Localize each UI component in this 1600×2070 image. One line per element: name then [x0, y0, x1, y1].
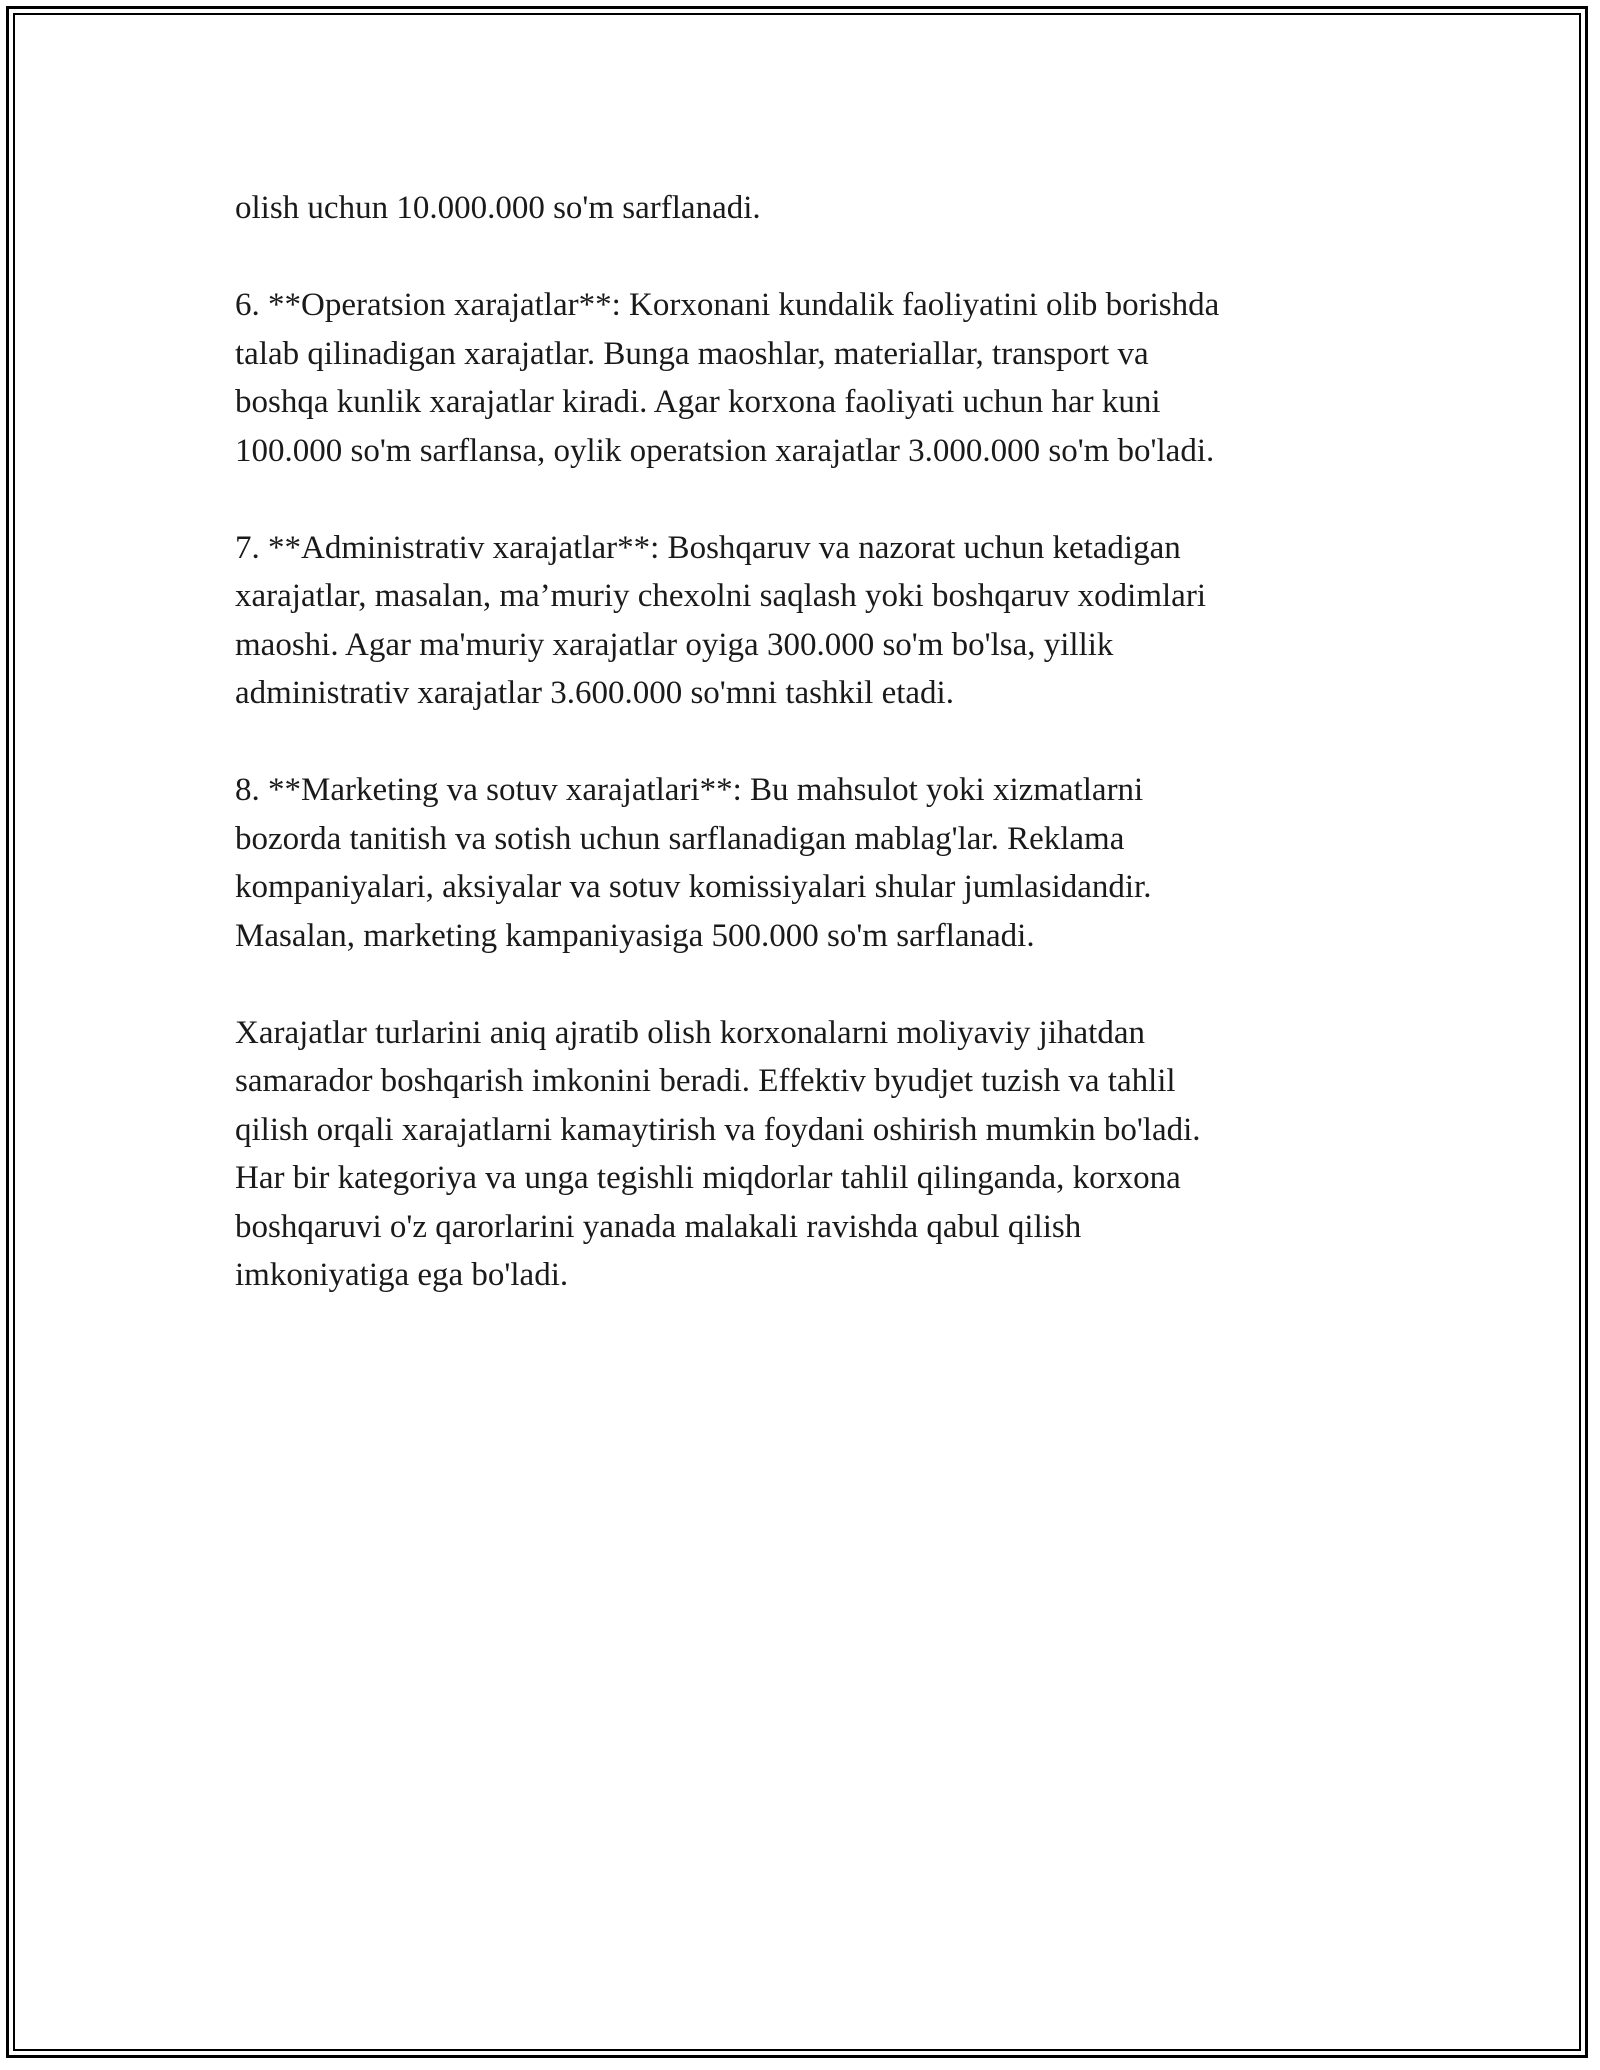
text-line: 6. **Operatsion xarajatlar**: Korxonani kundalik faoliyatini olib borishda: [235, 287, 1220, 323]
paragraph-marketing-costs: [235, 766, 1365, 960]
text-line: boshqa kunlik xarajatlar kiradi. Agar korxona faoliyati uchun har kuni: [235, 384, 1161, 420]
paragraph-operational-costs: [235, 281, 1365, 475]
text-line: kompaniyalari, aksiyalar va sotuv komissiyalari shular jumlasidandir.: [235, 869, 1152, 905]
text-line: administrativ xarajatlar 3.600.000 so'mni tashkil etadi.: [235, 675, 954, 711]
text-line: Masalan, marketing kampaniyasiga 500.000 so'm sarflanadi.: [235, 917, 1035, 954]
text-line: qilish orqali xarajatlarni kamaytirish va foydani oshirish mumkin bo'ladi.: [235, 1111, 1201, 1148]
text-line: Har bir kategoriya va unga tegishli miqdorlar tahlil qilinganda, korxona: [235, 1160, 1181, 1196]
paragraph-conclusion: [235, 1009, 1365, 1300]
text-line: 7. **Administrativ xarajatlar**: Boshqaruv va nazorat uchun ketadigan: [235, 529, 1181, 566]
text-line: imkoniyatiga ega bo'ladi.: [235, 1257, 569, 1293]
text-line: maoshi. Agar ma'muriy xarajatlar oyiga 300.000 so'm bo'lsa, yillik: [235, 626, 1114, 663]
text-line: 100.000 so'm sarflansa, oylik operatsion xarajatlar 3.000.000 so'm bo'ladi.: [235, 432, 1215, 469]
paragraph-administrative-costs: [235, 524, 1365, 718]
text-line: olish uchun 10.000.000 so'm sarflanadi.: [235, 190, 761, 226]
text-line: xarajatlar, masalan, ma’muriy chexolni saqlash yoki boshqaruv xodimlari: [235, 578, 1206, 614]
text-line: samarador boshqarish imkonini beradi. Effektiv byudjet tuzish va tahlil: [235, 1063, 1176, 1099]
text-line: Xarajatlar turlarini aniq ajratib olish korxonalarni moliyaviy jihatdan: [235, 1014, 1145, 1051]
text-line: bozorda tanitish va sotish uchun sarflanadigan mablag'lar. Reklama: [235, 820, 1125, 857]
text-line: talab qilinadigan xarajatlar. Bunga maoshlar, materiallar, transport va: [235, 335, 1149, 372]
document-body: [235, 184, 1365, 1348]
text-line: 8. **Marketing va sotuv xarajatlari**: Bu mahsulot yoki xizmatlarni: [235, 772, 1144, 808]
paragraph-continuation: [235, 184, 1365, 233]
text-line: boshqaruvi o'z qarorlarini yanada malakali ravishda qabul qilish: [235, 1208, 1082, 1245]
